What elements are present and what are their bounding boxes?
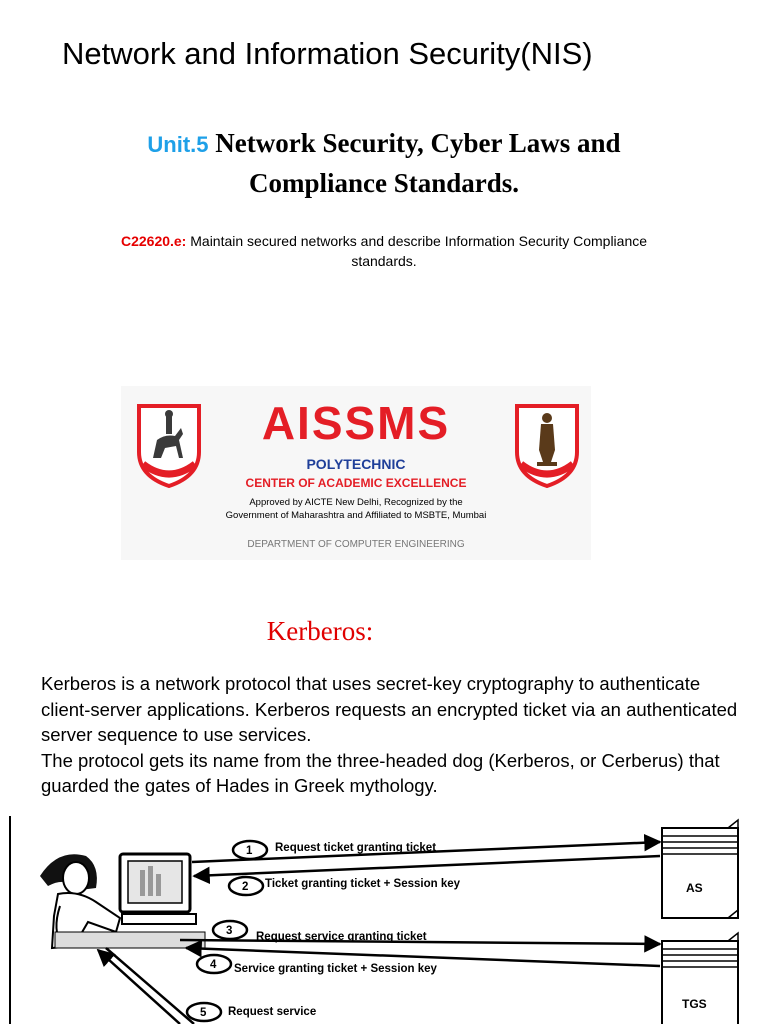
right-crest-statue-icon (513, 400, 581, 488)
body-text (41, 671, 741, 799)
unit-title-line1: Network Security, Cyber Laws and (215, 128, 621, 158)
kerberos-diagram (0, 806, 768, 1024)
step-number: 2 (242, 881, 249, 893)
step-label: Request service (228, 1006, 317, 1018)
user-at-computer-icon (40, 854, 205, 948)
arrow-step-5 (98, 950, 180, 1024)
step-badge (197, 955, 231, 973)
page-title: Network and Information Security(NIS) (62, 36, 593, 71)
section-heading: Kerberos: (266, 616, 374, 646)
outcome-text-line2: standards. (351, 253, 417, 269)
paragraph: Kerberos is a network protocol that uses secret-key cryptography to authenticate client-server applications. Kerberos requests an encrypted ticket via an authenticated server sequence to use services. (41, 673, 738, 745)
step-label: Service granting ticket + Session key (234, 963, 437, 975)
left-crest-statue-icon (135, 400, 203, 488)
step-number: 4 (210, 959, 217, 971)
unit-title-line2: Compliance Standards. (248, 168, 520, 198)
logo-approval-line1: Approved by AICTE New Delhi, Recognized by the (249, 497, 463, 508)
step-badge (233, 841, 267, 859)
course-outcome (50, 231, 718, 271)
logo-subtitle: POLYTECHNIC (306, 456, 406, 472)
step-number: 3 (226, 925, 233, 937)
paragraph: The protocol gets its name from the three-headed dog (Kerberos, or Cerberus) that guarded the gates of Hades in Greek mythology. (41, 749, 720, 796)
unit-heading (60, 124, 708, 202)
logo-approval-text (211, 496, 501, 522)
outcome-code: C22620.e: (120, 233, 187, 249)
logo-approval-line2: Government of Maharashtra and Affiliated to MSBTE, Mumbai (225, 510, 487, 521)
outcome-text-line1: Maintain secured networks and describe Information Security Compliance (190, 233, 648, 249)
arrow-step-6 (106, 948, 194, 1024)
tgs-server-label: TGS (682, 997, 707, 1011)
step-badge (229, 877, 263, 895)
step-label: Request service granting ticket (256, 931, 427, 943)
logo-wordmark: AISSMS (261, 397, 451, 449)
step-badge (187, 1003, 221, 1021)
department-name: DEPARTMENT OF COMPUTER ENGINEERING (247, 539, 465, 550)
step-number: 1 (246, 845, 253, 857)
as-server-label: AS (686, 881, 703, 895)
logo-tagline: CENTER OF ACADEMIC EXCELLENCE (245, 476, 467, 490)
step-label: Ticket granting ticket + Session key (265, 878, 461, 890)
unit-number: Unit.5 (147, 132, 209, 157)
institute-logo-banner (121, 386, 591, 560)
step-number: 5 (200, 1007, 207, 1019)
step-badge (213, 921, 247, 939)
step-label: Request ticket granting ticket (275, 842, 437, 854)
as-server-icon (662, 820, 738, 918)
